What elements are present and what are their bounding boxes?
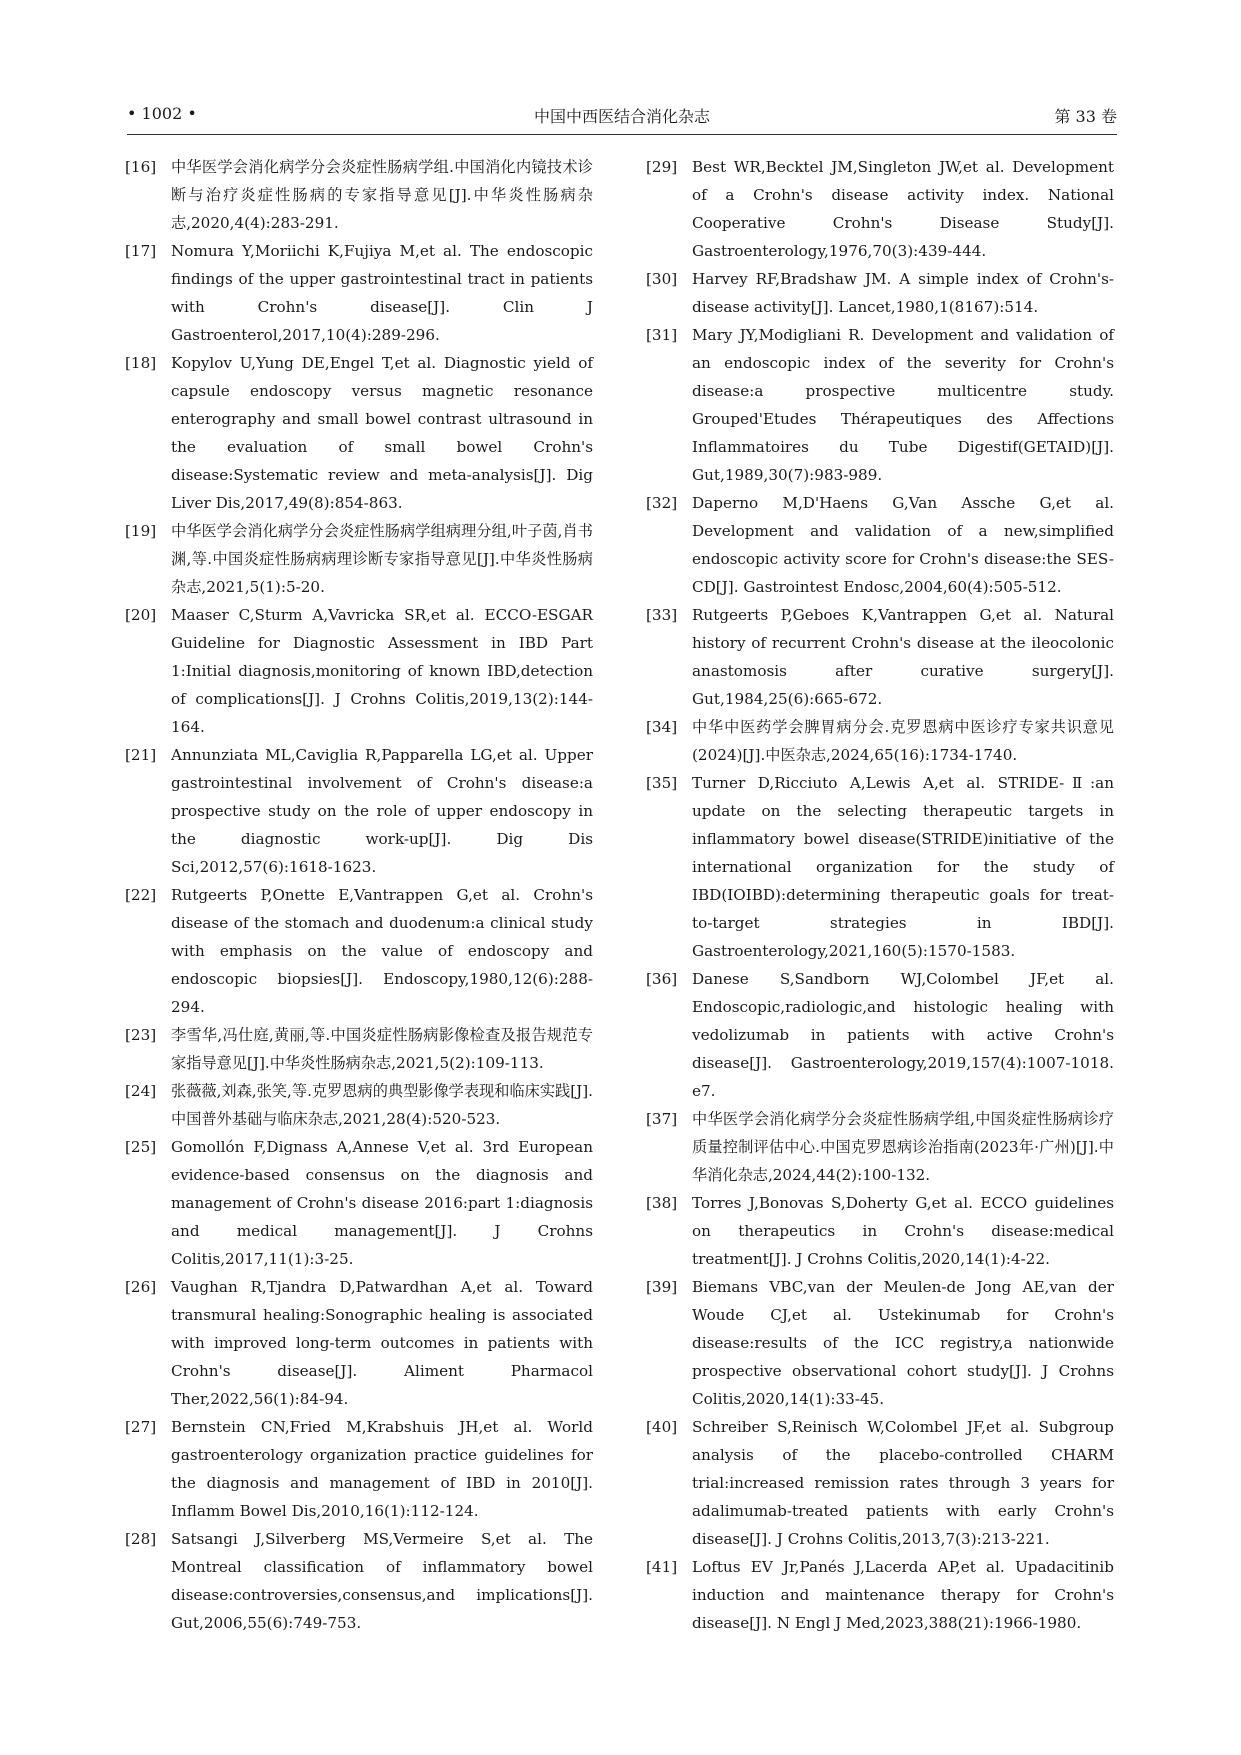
reference-number: [19] (125, 522, 157, 540)
reference-number: [39] (646, 1278, 678, 1296)
reference-text: 中华医学会消化病学分会炎症性肠病学组,中国炎症性肠病诊疗质量控制评估中心.中国克罗恩病诊治指南(2023年·广州)[J].中华消化杂志,2024,44(2):100-132. (692, 1110, 1114, 1184)
reference-number: [16] (125, 158, 157, 176)
reference-item (125, 1413, 593, 1525)
reference-number: [29] (646, 158, 678, 176)
reference-number: [17] (125, 242, 157, 260)
reference-item (646, 769, 1114, 965)
reference-text: Biemans VBC,van der Meulen-de Jong AE,van der Woude CJ,et al. Ustekinumab for Crohn's disease:results of the ICC registry,a nationwide prospective observational cohort study[J]. J Crohns Colitis,2020,14(1):33-45. (692, 1278, 1114, 1408)
reference-number: [25] (125, 1138, 157, 1156)
reference-item (125, 1525, 593, 1637)
reference-number: [21] (125, 746, 157, 764)
reference-number: [35] (646, 774, 678, 792)
reference-item (646, 1553, 1114, 1637)
reference-text: Satsangi J,Silverberg MS,Vermeire S,et al. The Montreal classification of inflammatory bowel disease:controversies,consensus,and implications[J]. Gut,2006,55(6):749-753. (171, 1530, 593, 1632)
page-header (127, 100, 1117, 135)
reference-text: Bernstein CN,Fried M,Krabshuis JH,et al. World gastroenterology organization practice guidelines for the diagnosis and management of IBD in 2010[J]. Inflamm Bowel Dis,2010,16(1):112-124. (171, 1418, 593, 1520)
reference-number: [31] (646, 326, 678, 344)
reference-number: [24] (125, 1082, 157, 1100)
reference-item (125, 1133, 593, 1273)
reference-item (125, 741, 593, 881)
reference-item (646, 965, 1114, 1105)
reference-item (125, 1021, 593, 1077)
reference-text: 张薇薇,刘森,张笑,等.克罗恩病的典型影像学表现和临床实践[J].中国普外基础与临床杂志,2021,28(4):520-523. (171, 1082, 593, 1128)
reference-item (646, 265, 1114, 321)
reference-number: [18] (125, 354, 157, 372)
reference-item (125, 517, 593, 601)
reference-text: Mary JY,Modigliani R. Development and validation of an endoscopic index of the severity for Crohn's disease:a prospective multicentre study. Grouped'Etudes Thérapeutiques des Affections Inflammatoires du Tube Digestif(GETAID)[J]. Gut,1989,30(7):983-989. (692, 326, 1114, 484)
reference-number: [38] (646, 1194, 678, 1212)
reference-text: Torres J,Bonovas S,Doherty G,et al. ECCO guidelines on therapeutics in Crohn's disease:medical treatment[J]. J Crohns Colitis,2020,14(1):4-22. (692, 1194, 1114, 1268)
reference-text: Rutgeerts P,Onette E,Vantrappen G,et al. Crohn's disease of the stomach and duodenum:a clinical study with emphasis on the value of endoscopy and endoscopic biopsies[J]. Endoscopy,1980,12(6):288-294. (171, 886, 593, 1016)
page-number: • 1002 • (127, 104, 197, 123)
reference-text: Danese S,Sandborn WJ,Colombel JF,et al. Endoscopic,radiologic,and histologic healing with vedolizumab in patients with active Crohn's disease[J]. Gastroenterology,2019,157(4):1007-1018. e7. (692, 970, 1114, 1100)
reference-text: 李雪华,冯仕庭,黄丽,等.中国炎症性肠病影像检查及报告规范专家指导意见[J].中华炎性肠病杂志,2021,5(2):109-113. (171, 1026, 593, 1072)
reference-number: [20] (125, 606, 157, 624)
reference-number: [40] (646, 1418, 678, 1436)
reference-number: [22] (125, 886, 157, 904)
reference-item (125, 237, 593, 349)
reference-item (646, 713, 1114, 769)
reference-number: [27] (125, 1418, 157, 1436)
reference-number: [34] (646, 718, 678, 736)
reference-number: [36] (646, 970, 678, 988)
reference-item (646, 1189, 1114, 1273)
reference-text: 中华中医药学会脾胃病分会.克罗恩病中医诊疗专家共识意见(2024)[J].中医杂志,2024,65(16):1734-1740. (692, 718, 1114, 764)
reference-text: Gomollón F,Dignass A,Annese V,et al. 3rd European evidence-based consensus on the diagnosis and management of Crohn's disease 2016:part 1:diagnosis and medical management[J]. J Crohns Colitis,2017,11(1):3-25. (171, 1138, 593, 1268)
reference-number: [23] (125, 1026, 157, 1044)
reference-item (125, 349, 593, 517)
reference-item (646, 601, 1114, 713)
reference-item (646, 321, 1114, 489)
reference-number: [37] (646, 1110, 678, 1128)
reference-number: [33] (646, 606, 678, 624)
references-left-column (125, 153, 593, 1637)
reference-item (646, 153, 1114, 265)
reference-item (125, 881, 593, 1021)
reference-text: Loftus EV Jr,Panés J,Lacerda AP,et al. Upadacitinib induction and maintenance therapy for Crohn's disease[J]. N Engl J Med,2023,388(21):1966-1980. (692, 1558, 1114, 1632)
reference-item (646, 1413, 1114, 1553)
reference-text: Rutgeerts P,Geboes K,Vantrappen G,et al. Natural history of recurrent Crohn's disease at the ileocolonic anastomosis after curative surgery[J]. Gut,1984,25(6):665-672. (692, 606, 1114, 708)
reference-number: [30] (646, 270, 678, 288)
reference-text: Nomura Y,Moriichi K,Fujiya M,et al. The endoscopic findings of the upper gastrointestinal tract in patients with Crohn's disease[J]. Clin J Gastroenterol,2017,10(4):289-296. (171, 242, 593, 344)
reference-text: Harvey RF,Bradshaw JM. A simple index of Crohn's-disease activity[J]. Lancet,1980,1(8167):514. (692, 270, 1114, 316)
reference-item (125, 1077, 593, 1133)
reference-number: [41] (646, 1558, 678, 1576)
reference-item (646, 489, 1114, 601)
volume-label: 第 33 卷 (1054, 107, 1117, 126)
reference-number: [32] (646, 494, 678, 512)
reference-text: Schreiber S,Reinisch W,Colombel JF,et al. Subgroup analysis of the placebo-controlled CHARM trial:increased remission rates through 3 years for adalimumab-treated patients with early Crohn's disease[J]. J Crohns Colitis,2013,7(3):213-221. (692, 1418, 1114, 1548)
reference-text: Vaughan R,Tjandra D,Patwardhan A,et al. Toward transmural healing:Sonographic healing is associated with improved long-term outcomes in patients with Crohn's disease[J]. Aliment Pharmacol Ther,2022,56(1):84-94. (171, 1278, 593, 1408)
reference-text: Daperno M,D'Haens G,Van Assche G,et al. Development and validation of a new,simplified endoscopic activity score for Crohn's disease:the SES-CD[J]. Gastrointest Endosc,2004,60(4):505-512. (692, 494, 1114, 596)
reference-text: Kopylov U,Yung DE,Engel T,et al. Diagnostic yield of capsule endoscopy versus magnetic resonance enterography and small bowel contrast ultrasound in the evaluation of small bowel Crohn's disease:Systematic review and meta-analysis[J]. Dig Liver Dis,2017,49(8):854-863. (171, 354, 593, 512)
reference-text: Maaser C,Sturm A,Vavricka SR,et al. ECCO-ESGAR Guideline for Diagnostic Assessment in IBD Part 1:Initial diagnosis,monitoring of known IBD,detection of complications[J]. J Crohns Colitis,2019,13(2):144-164. (171, 606, 593, 736)
references-right-column (646, 153, 1114, 1637)
journal-title: 中国中西医结合消化杂志 (533, 107, 710, 126)
reference-item (646, 1273, 1114, 1413)
reference-text: Annunziata ML,Caviglia R,Papparella LG,et al. Upper gastrointestinal involvement of Crohn's disease:a prospective study on the role of upper endoscopy in the diagnostic work-up[J]. Dig Dis Sci,2012,57(6):1618-1623. (171, 746, 593, 876)
reference-item (125, 601, 593, 741)
reference-item (646, 1105, 1114, 1189)
reference-text: Best WR,Becktel JM,Singleton JW,et al. Development of a Crohn's disease activity index. National Cooperative Crohn's Disease Study[J]. Gastroenterology,1976,70(3):439-444. (692, 158, 1114, 260)
reference-number: [26] (125, 1278, 157, 1296)
reference-text: 中华医学会消化病学分会炎症性肠病学组病理分组,叶子茵,肖书渊,等.中国炎症性肠病病理诊断专家指导意见[J].中华炎性肠病杂志,2021,5(1):5-20. (171, 522, 593, 596)
reference-item (125, 153, 593, 237)
reference-item (125, 1273, 593, 1413)
reference-text: Turner D,Ricciuto A,Lewis A,et al. STRIDE-Ⅱ:an update on the selecting therapeutic targets in inflammatory bowel disease(STRIDE)initiative of the international organization for the study of IBD(IOIBD):determining therapeutic goals for treat-to-target strategies in IBD[J]. Gastroenterology,2021,160(5):1570-1583. (692, 774, 1114, 960)
reference-text: 中华医学会消化病学分会炎症性肠病学组.中国消化内镜技术诊断与治疗炎症性肠病的专家指导意见[J].中华炎性肠病杂志,2020,4(4):283-291. (171, 158, 593, 232)
reference-number: [28] (125, 1530, 157, 1548)
